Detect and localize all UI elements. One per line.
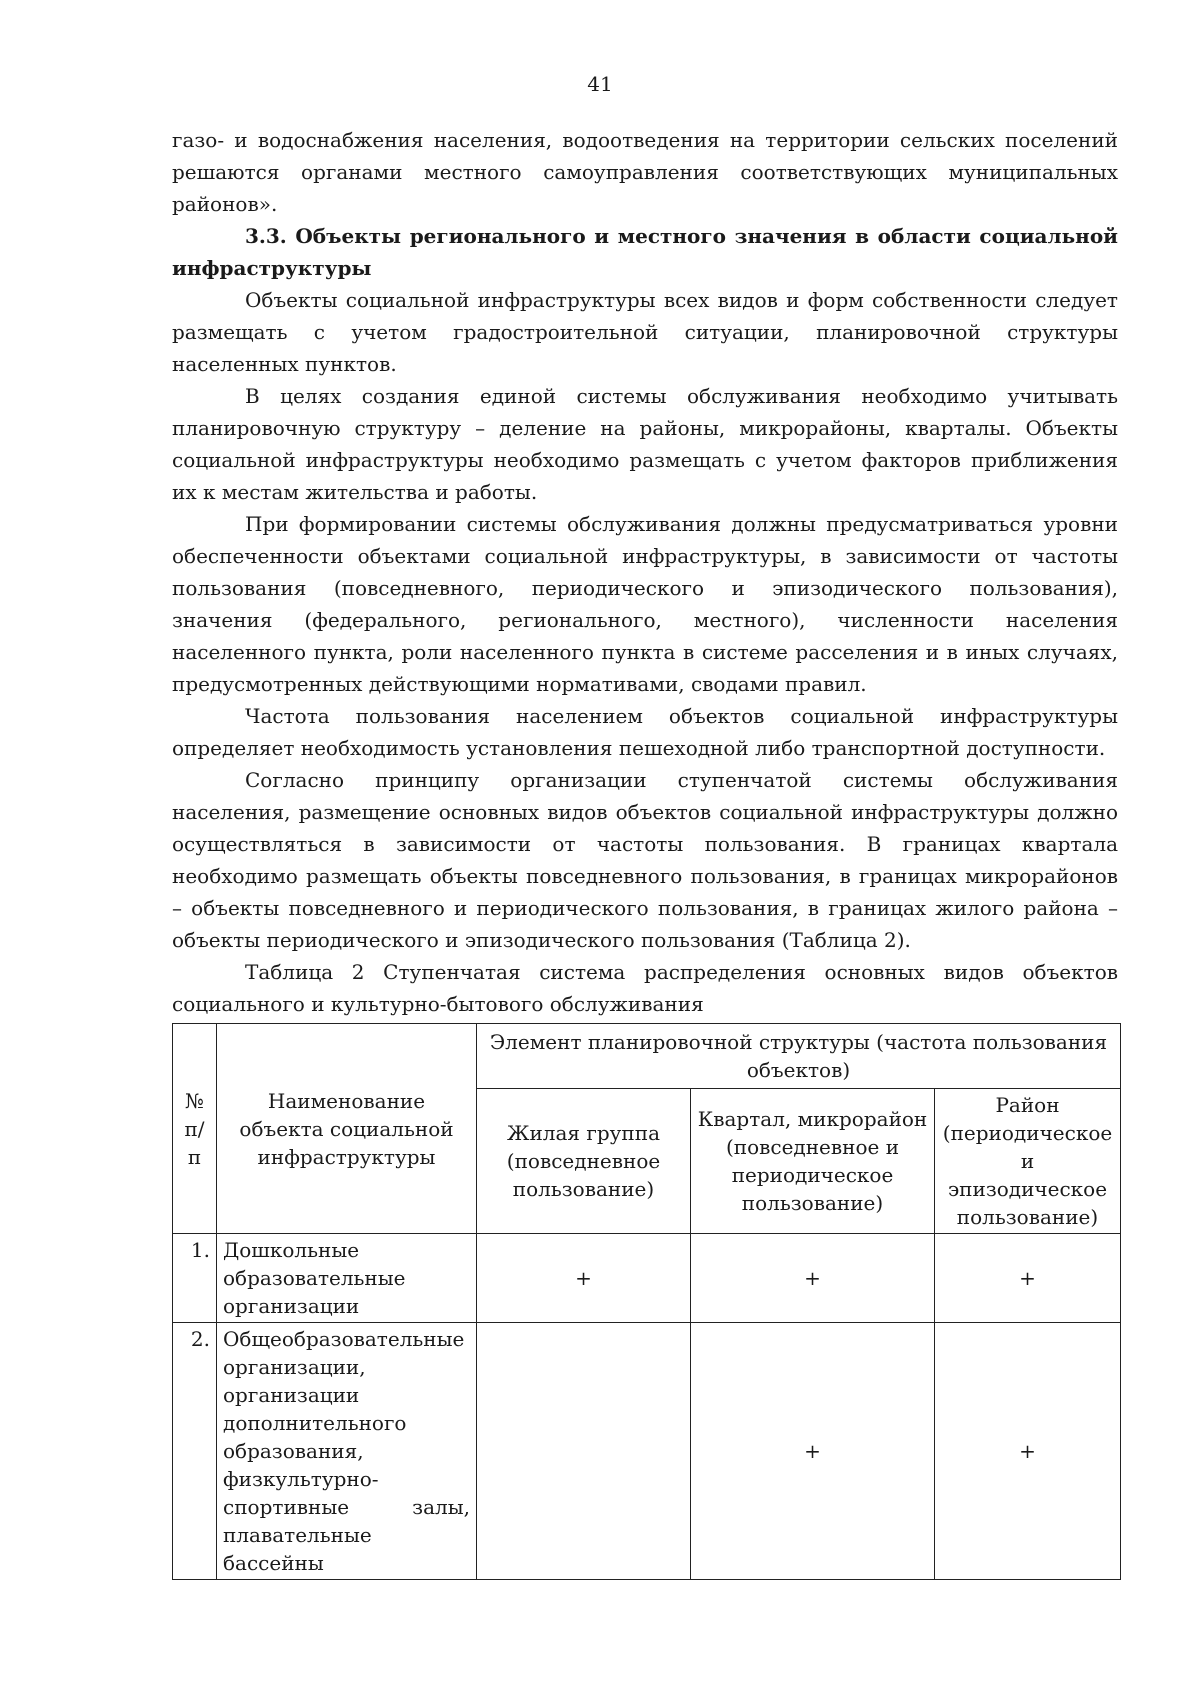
table-caption: Таблица 2 Ступенчатая система распределения основных видов объектов социального и культурно-бытового обслуживания [172,960,1118,1016]
header-residential-group: Жилая группа (повседневное пользование) [477,1089,691,1234]
header-structure-element: Элемент планировочной структуры (частота пользования объектов) [477,1024,1121,1089]
header-object-name: Наименование объекта социальной инфраструктуры [217,1024,477,1234]
cell-quarter-microdistrict: + [691,1323,935,1580]
cell-district: + [935,1323,1121,1580]
header-quarter-microdistrict: Квартал, микрорайон (повседневное и периодическое пользование) [691,1089,935,1234]
paragraph: При формировании системы обслуживания должны предусматриваться уровни обеспеченности объектами социальной инфраструктуры, в зависимости от частоты пользования (повседневного, периодического и эпизодического пользования), значения (федерального, регионального, местного), численности населения населенного пункта, роли населенного пункта в системе расселения и в иных случаях, предусмотренных действующими нормативами, сводами правил. [172,512,1118,696]
social-infrastructure-table [172,1023,1121,1580]
row-object-name-part: плавательные бассейны [223,1523,372,1575]
table-header-row [173,1024,1121,1089]
header-district: Район (периодическое и эпизодическое пользование) [935,1089,1121,1234]
row-object-name-part: Общеобразовательные организации, организации дополнительного образования, физкультурно- [223,1327,465,1491]
section-heading: 3.3. Объекты регионального и местного значения в области социальной инфраструктуры [172,224,1118,280]
cell-quarter-microdistrict: + [691,1234,935,1323]
paragraph-continuation: газо- и водоснабжения населения, водоотведения на территории сельских поселений решаются органами местного самоуправления соответствующих муниципальных районов». [172,128,1118,216]
row-number: 2. [173,1323,217,1580]
paragraph: Согласно принципу организации ступенчатой системы обслуживания населения, размещение основных видов объектов социальной инфраструктуры должно осуществляться в зависимости от частоты пользования. В границах квартала необходимо размещать объекты повседневного пользования, в границах микрорайонов – объекты повседневного и периодического пользования, в границах жилого района – объекты периодического и эпизодического пользования (Таблица 2). [172,768,1118,952]
row-object-name [217,1323,477,1580]
row-object-name: Дошкольные образовательные организации [217,1234,477,1323]
paragraph: Частота пользования населением объектов социальной инфраструктуры определяет необходимость установления пешеходной либо транспортной доступности. [172,704,1118,760]
cell-residential-group: + [477,1234,691,1323]
document-body [172,124,1118,1020]
header-number: № п/п [173,1024,217,1234]
cell-residential-group [477,1323,691,1580]
cell-district: + [935,1234,1121,1323]
row-object-name-part: спортивные залы, [223,1495,470,1519]
paragraph: В целях создания единой системы обслуживания необходимо учитывать планировочную структуру – деление на районы, микрорайоны, кварталы. Объекты социальной инфраструктуры необходимо размещать с учетом факторов приближения их к местам жительства и работы. [172,384,1118,504]
row-number: 1. [173,1234,217,1323]
table-row [173,1323,1121,1580]
paragraph: Объекты социальной инфраструктуры всех видов и форм собственности следует размещать с учетом градостроительной ситуации, планировочной структуры населенных пунктов. [172,288,1118,376]
table-row [173,1234,1121,1323]
page-number: 41 [587,72,613,96]
